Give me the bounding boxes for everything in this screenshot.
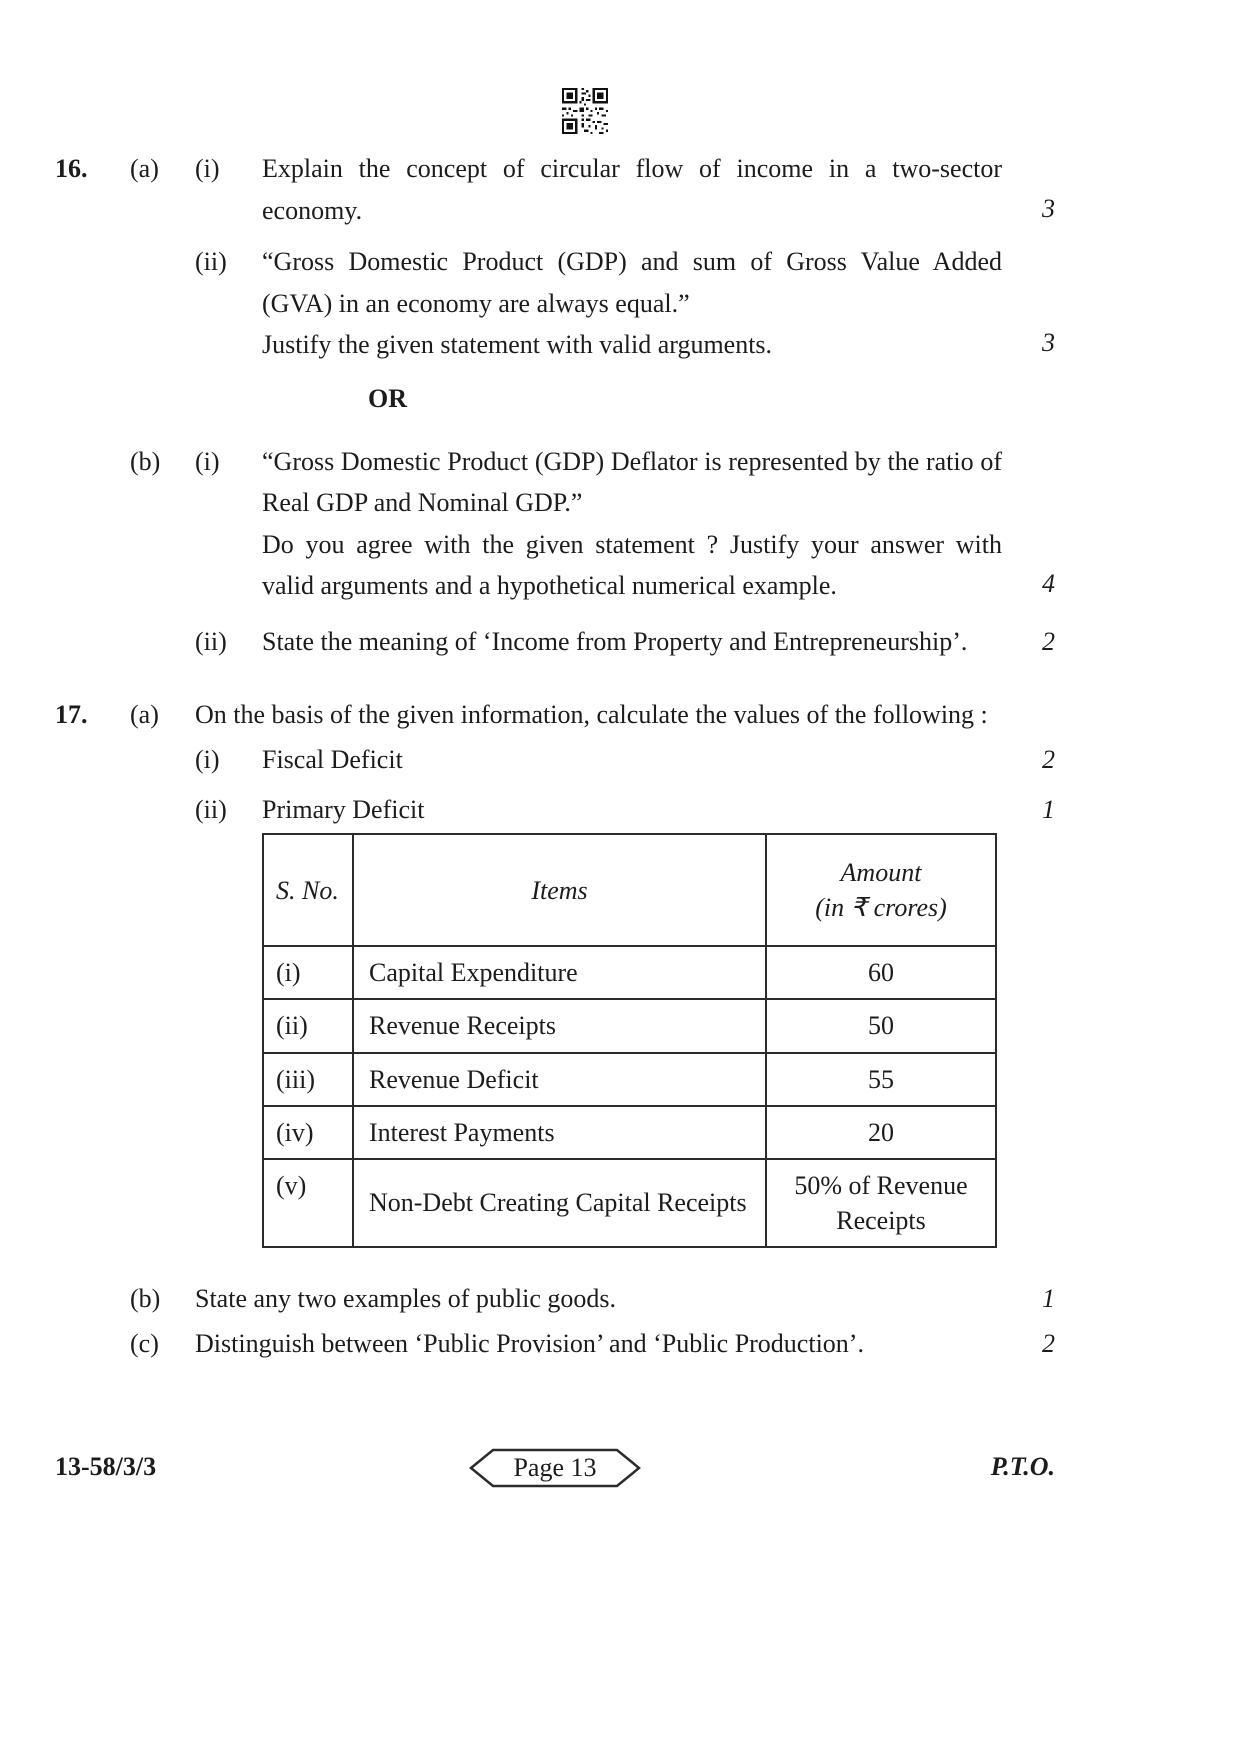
question-16-b-i: [55, 441, 1055, 607]
header-amount-line2: (in ₹ crores): [815, 893, 947, 923]
question-text: [262, 789, 1002, 833]
part-label: (c): [130, 1329, 159, 1359]
question-paragraph: Distinguish between ‘Public Provision’ and ‘Public Production’.: [195, 1329, 864, 1359]
paper-code: 13-58/3/3: [55, 1452, 157, 1481]
table-row: [263, 999, 996, 1052]
question-paragraph: State the meaning of ‘Income from Property and Entrepreneurship’.: [262, 626, 968, 656]
question-paragraph: State any two examples of public goods.: [195, 1283, 616, 1313]
question-16-b-ii: [55, 621, 1055, 665]
table-row: [263, 1053, 996, 1106]
subpart-label: (i): [195, 745, 220, 775]
cell-sno: (v): [263, 1159, 353, 1247]
part-label: (a): [130, 699, 159, 729]
question-17-a-ii: [55, 789, 1055, 833]
cell-amount: 20: [766, 1106, 996, 1159]
subpart-label: (i): [195, 154, 220, 183]
question-paragraph: On the basis of the given information, calculate the values of the following :: [195, 699, 988, 729]
subpart-label: (ii): [195, 794, 227, 824]
spacer: [55, 621, 130, 665]
cell-item: Non-Debt Creating Capital Receipts: [353, 1159, 766, 1247]
page-number-badge: [469, 1448, 641, 1488]
spacer: [997, 694, 1055, 736]
marks: 2: [1042, 1329, 1055, 1359]
cell-item: Capital Expenditure: [353, 946, 766, 999]
quote-paragraph: “Gross Domestic Product (GDP) and sum of Gross Value Added (GVA) in an economy are always equal.”: [262, 247, 1002, 318]
cell-item: Interest Payments: [353, 1106, 766, 1159]
cell-sno: (iii): [263, 1053, 353, 1106]
header-sno: S. No.: [263, 834, 353, 946]
marks: 1: [1042, 794, 1055, 824]
table-header-row: [263, 834, 996, 946]
question-16-a-ii: [55, 241, 1055, 366]
spacer: [55, 739, 130, 783]
question-17-a-i: [55, 739, 1055, 783]
question-text: [262, 241, 1002, 366]
question-text: [262, 739, 1002, 783]
question-paragraph: Do you agree with the given statement ? Justify your answer with valid arguments and a hypothetical numerical example.: [262, 529, 1002, 601]
question-17-a: [55, 694, 1055, 736]
pto-label: P.T.O.: [990, 1452, 1055, 1481]
question-paragraph: Fiscal Deficit: [262, 745, 403, 775]
marks: 2: [1042, 745, 1055, 775]
page-number: Page 13: [513, 1453, 597, 1482]
spacer: [130, 241, 195, 366]
qr-code-icon: [562, 88, 608, 134]
header-items: Items: [353, 834, 766, 946]
spacer: [55, 441, 130, 607]
cell-sno: (i): [263, 946, 353, 999]
spacer: [130, 739, 195, 783]
question-17-c: [55, 1323, 1055, 1367]
cell-amount: 55: [766, 1053, 996, 1106]
cell-amount: 50% of Revenue Receipts: [766, 1159, 996, 1247]
header-amount: [766, 834, 996, 946]
fiscal-data-table: [262, 833, 997, 1248]
question-paragraph: Justify the given statement with valid arguments.: [262, 330, 773, 360]
cell-amount: 60: [766, 946, 996, 999]
cell-item: Revenue Receipts: [353, 999, 766, 1052]
question-text: [262, 441, 1002, 607]
cell-sno: (ii): [263, 999, 353, 1052]
spacer: [55, 1278, 130, 1322]
question-text: [195, 1323, 997, 1367]
table-row: [263, 946, 996, 999]
page-footer: [55, 1448, 1055, 1490]
part-label: (a): [130, 154, 159, 183]
question-paragraph: Explain the concept of circular flow of income in a two-sector economy.: [262, 154, 1002, 225]
part-label: (b): [130, 1283, 161, 1313]
marks: 4: [1042, 569, 1055, 599]
table-row: [263, 1106, 996, 1159]
spacer: [55, 789, 130, 833]
marks: 3: [1042, 193, 1055, 223]
marks: 3: [1042, 328, 1055, 358]
quote-paragraph: “Gross Domestic Product (GDP) Deflator is represented by the ratio of Real GDP and Nominal GDP.”: [262, 446, 1002, 518]
spacer: [55, 1323, 130, 1367]
part-label: (b): [130, 446, 161, 476]
cell-item: Revenue Deficit: [353, 1053, 766, 1106]
spacer: [130, 789, 195, 833]
question-text: [262, 621, 1002, 665]
table-row: [263, 1159, 996, 1247]
header-amount-line1: Amount: [840, 858, 922, 888]
question-17-b: [55, 1278, 1055, 1322]
subpart-label: (ii): [195, 247, 227, 277]
question-paragraph: Primary Deficit: [262, 794, 425, 824]
question-number: 16.: [55, 154, 88, 183]
question-number: 17.: [55, 699, 88, 729]
spacer: [130, 621, 195, 665]
cell-amount: 50: [766, 999, 996, 1052]
qr-code-container: [85, 88, 1085, 134]
spacer: [55, 241, 130, 366]
question-text: [262, 148, 1002, 231]
question-text: [195, 694, 997, 736]
cell-sno: (iv): [263, 1106, 353, 1159]
subpart-label: (i): [195, 446, 220, 476]
question-16-a-i: [55, 148, 1055, 231]
subpart-label: (ii): [195, 626, 227, 656]
marks: 2: [1042, 626, 1055, 656]
marks: 1: [1042, 1283, 1055, 1313]
or-separator: OR: [368, 383, 407, 413]
question-text: [195, 1278, 997, 1322]
